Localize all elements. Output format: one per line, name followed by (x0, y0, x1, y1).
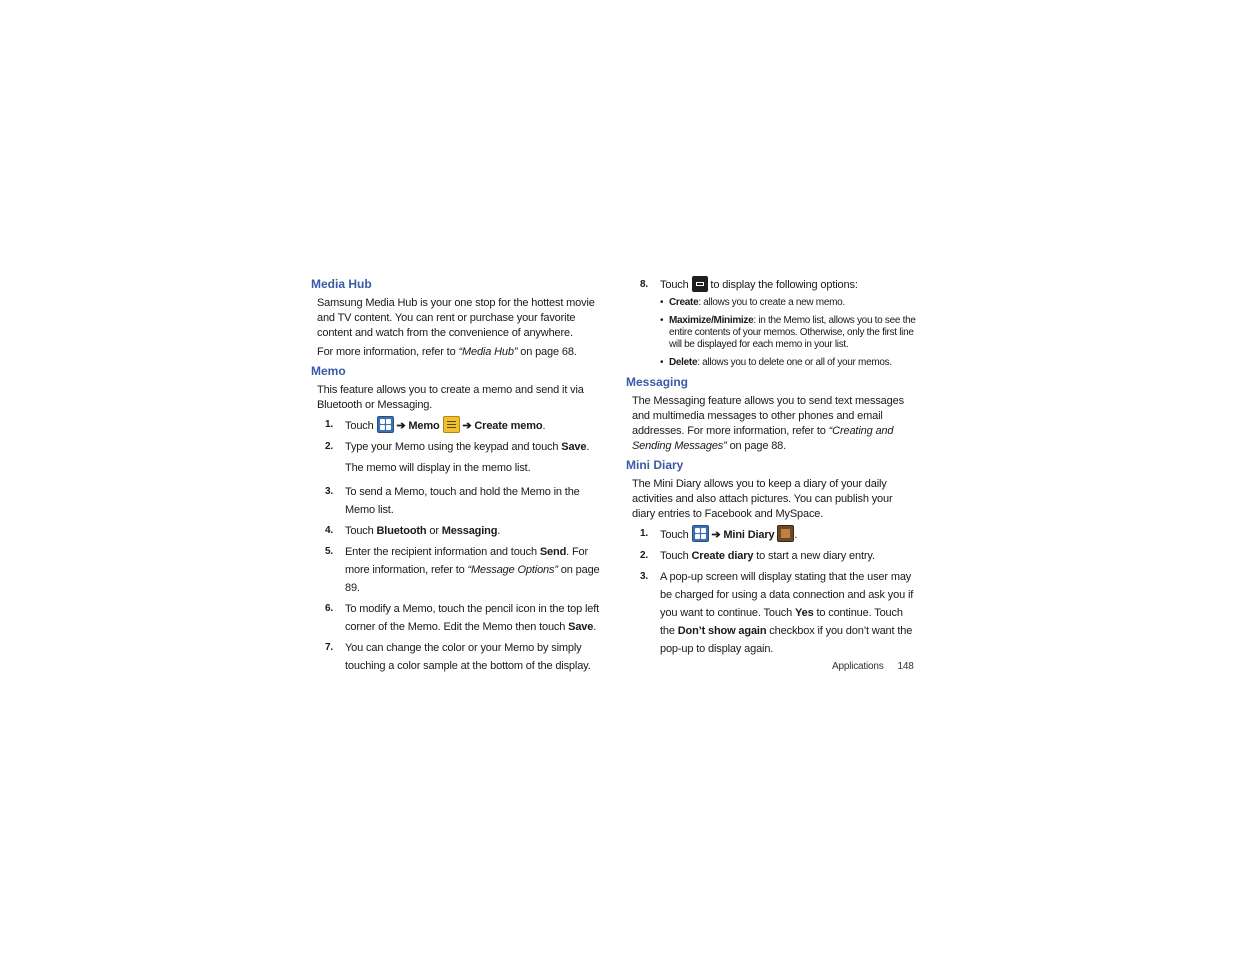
step-number: 2. (325, 441, 334, 452)
arrow-icon: ➔ (711, 529, 721, 541)
memo-step-4 (311, 522, 601, 540)
step-text: Enter the recipient information and touch (345, 546, 540, 558)
step-number: 6. (325, 603, 334, 614)
bullet-text: : allows you to create a new memo. (698, 297, 845, 308)
step-text: Touch (660, 550, 692, 562)
media-hub-description: Samsung Media Hub is your one stop for the hottest movie and TV content. You can rent or purchase your favorite content and watch from the convenience of anywhere. (317, 297, 595, 339)
touch-text: Touch (660, 529, 689, 541)
step-number: 8. (640, 279, 649, 290)
step-text: To send a Memo, touch and hold the Memo in the Memo list. (345, 486, 580, 516)
bullet-create (626, 297, 916, 309)
bullet-dot: • (660, 297, 664, 308)
media-hub-reference (311, 345, 601, 360)
media-hub-heading: Media Hub (311, 277, 372, 291)
step-text: Touch (345, 525, 377, 537)
ref-post: on page 68. (517, 346, 577, 358)
mini-diary-label: Mini Diary (723, 529, 775, 541)
bullet-maximize-minimize (626, 315, 916, 351)
step-text: to display the following options: (707, 279, 858, 291)
dont-show-again-label: Don’t show again (677, 625, 767, 637)
step-number: 3. (325, 486, 334, 497)
step-text: Type your Memo using the keypad and touch (345, 441, 562, 453)
step-number: 3. (640, 571, 649, 582)
left-column (311, 276, 601, 675)
arrow-icon: ➔ (396, 420, 406, 432)
mini-diary-heading: Mini Diary (626, 458, 684, 472)
step-text: To modify a Memo, touch the pencil icon in the top left corner of the Memo. Edit the Memo then touch (345, 603, 600, 633)
step-number: 1. (640, 528, 649, 539)
memo-step-6 (311, 600, 601, 636)
step-number: 1. (325, 419, 334, 430)
arrow-icon: ➔ (462, 420, 472, 432)
step-number: 2. (640, 550, 649, 561)
save-label: Save (568, 621, 594, 633)
memo-label: Memo (408, 420, 440, 432)
step-text: You can change the color or your Memo by simply touching a color sample at the bottom of the display. (345, 642, 591, 672)
step-text: . For more information, refer to (345, 546, 589, 576)
period: . (497, 525, 501, 537)
period: . (794, 529, 798, 541)
step-text: on page 89. (345, 564, 600, 594)
memo-heading: Memo (311, 364, 346, 378)
mini-diary-step-2 (626, 547, 916, 565)
bullet-label: Delete (669, 357, 698, 368)
step-text: to continue. Touch the (660, 607, 903, 637)
bullet-text: : allows you to delete one or all of your memos. (697, 357, 892, 368)
body-text: on page 88. (726, 440, 787, 452)
step-number: 5. (325, 546, 334, 557)
right-column (626, 276, 916, 658)
messaging-heading: Messaging (626, 375, 689, 389)
step-text: Touch (660, 279, 692, 291)
ref-title: “Media Hub” (458, 346, 518, 358)
bluetooth-label: Bluetooth (376, 525, 427, 537)
mini-diary-intro: The Mini Diary allows you to keep a diary of your daily activities and also attach pictures. You can publish your diary entries to Facebook and MySpace. (632, 478, 893, 520)
step-subtext: The memo will display in the memo list. (345, 462, 531, 474)
bullet-label: Maximize/Minimize (669, 315, 754, 326)
page-footer (832, 661, 914, 672)
menu-icon (692, 276, 708, 292)
memo-icon (443, 416, 460, 433)
page-number: 148 (897, 661, 914, 672)
period: . (593, 621, 597, 633)
mini-diary-step-1 (626, 525, 916, 544)
step-text: or (426, 525, 442, 537)
ref-pre: For more information, refer to (317, 346, 459, 358)
ref-title: “Message Options” (467, 564, 558, 576)
memo-intro: This feature allows you to create a memo and send it via Bluetooth or Messaging. (317, 384, 584, 411)
mini-diary-icon (777, 525, 794, 542)
step-text: A pop-up screen will display stating that the user may be charged for using a data connection and ask you if you want to continue. Touch (660, 571, 914, 619)
touch-text: Touch (345, 420, 374, 432)
step-number: 4. (325, 525, 334, 536)
step-text: checkbox if you don’t want the pop-up to display again. (660, 625, 913, 655)
memo-step-1 (311, 416, 601, 435)
yes-label: Yes (795, 607, 814, 619)
bullet-label: Create (669, 297, 699, 308)
create-diary-label: Create diary (691, 550, 754, 562)
body-text: The Messaging feature allows you to send text messages and multimedia messages to other phones and email addresses. For more information, refer to (632, 395, 904, 437)
mini-diary-step-3 (626, 568, 916, 658)
period: . (586, 441, 590, 453)
mini-diary-steps (626, 525, 916, 658)
send-label: Send (539, 546, 567, 558)
memo-step-7 (311, 639, 601, 675)
messaging-label: Messaging (441, 525, 498, 537)
messaging-description (626, 394, 916, 454)
create-memo-label: Create memo (474, 420, 543, 432)
memo-step-3 (311, 483, 601, 519)
memo-step-2 (311, 438, 601, 477)
bullet-text: : in the Memo list, allows you to see the entire contents of your memos. Otherwise, only the first line will be displayed for each memo in your list. (669, 315, 916, 350)
footer-section: Applications (832, 661, 884, 672)
apps-icon (692, 525, 709, 542)
memo-step-5 (311, 543, 601, 597)
apps-icon (377, 416, 394, 433)
period: . (542, 420, 546, 432)
save-label: Save (561, 441, 587, 453)
memo-steps-continued (626, 276, 916, 294)
bullet-dot: • (660, 357, 664, 368)
bullet-dot: • (660, 315, 664, 326)
memo-steps (311, 416, 601, 675)
memo-step-8 (626, 276, 916, 294)
ref-title: “Creating and Sending Messages” (632, 425, 894, 452)
step-text: to start a new diary entry. (753, 550, 875, 562)
step-number: 7. (325, 642, 334, 653)
bullet-delete (626, 357, 916, 369)
